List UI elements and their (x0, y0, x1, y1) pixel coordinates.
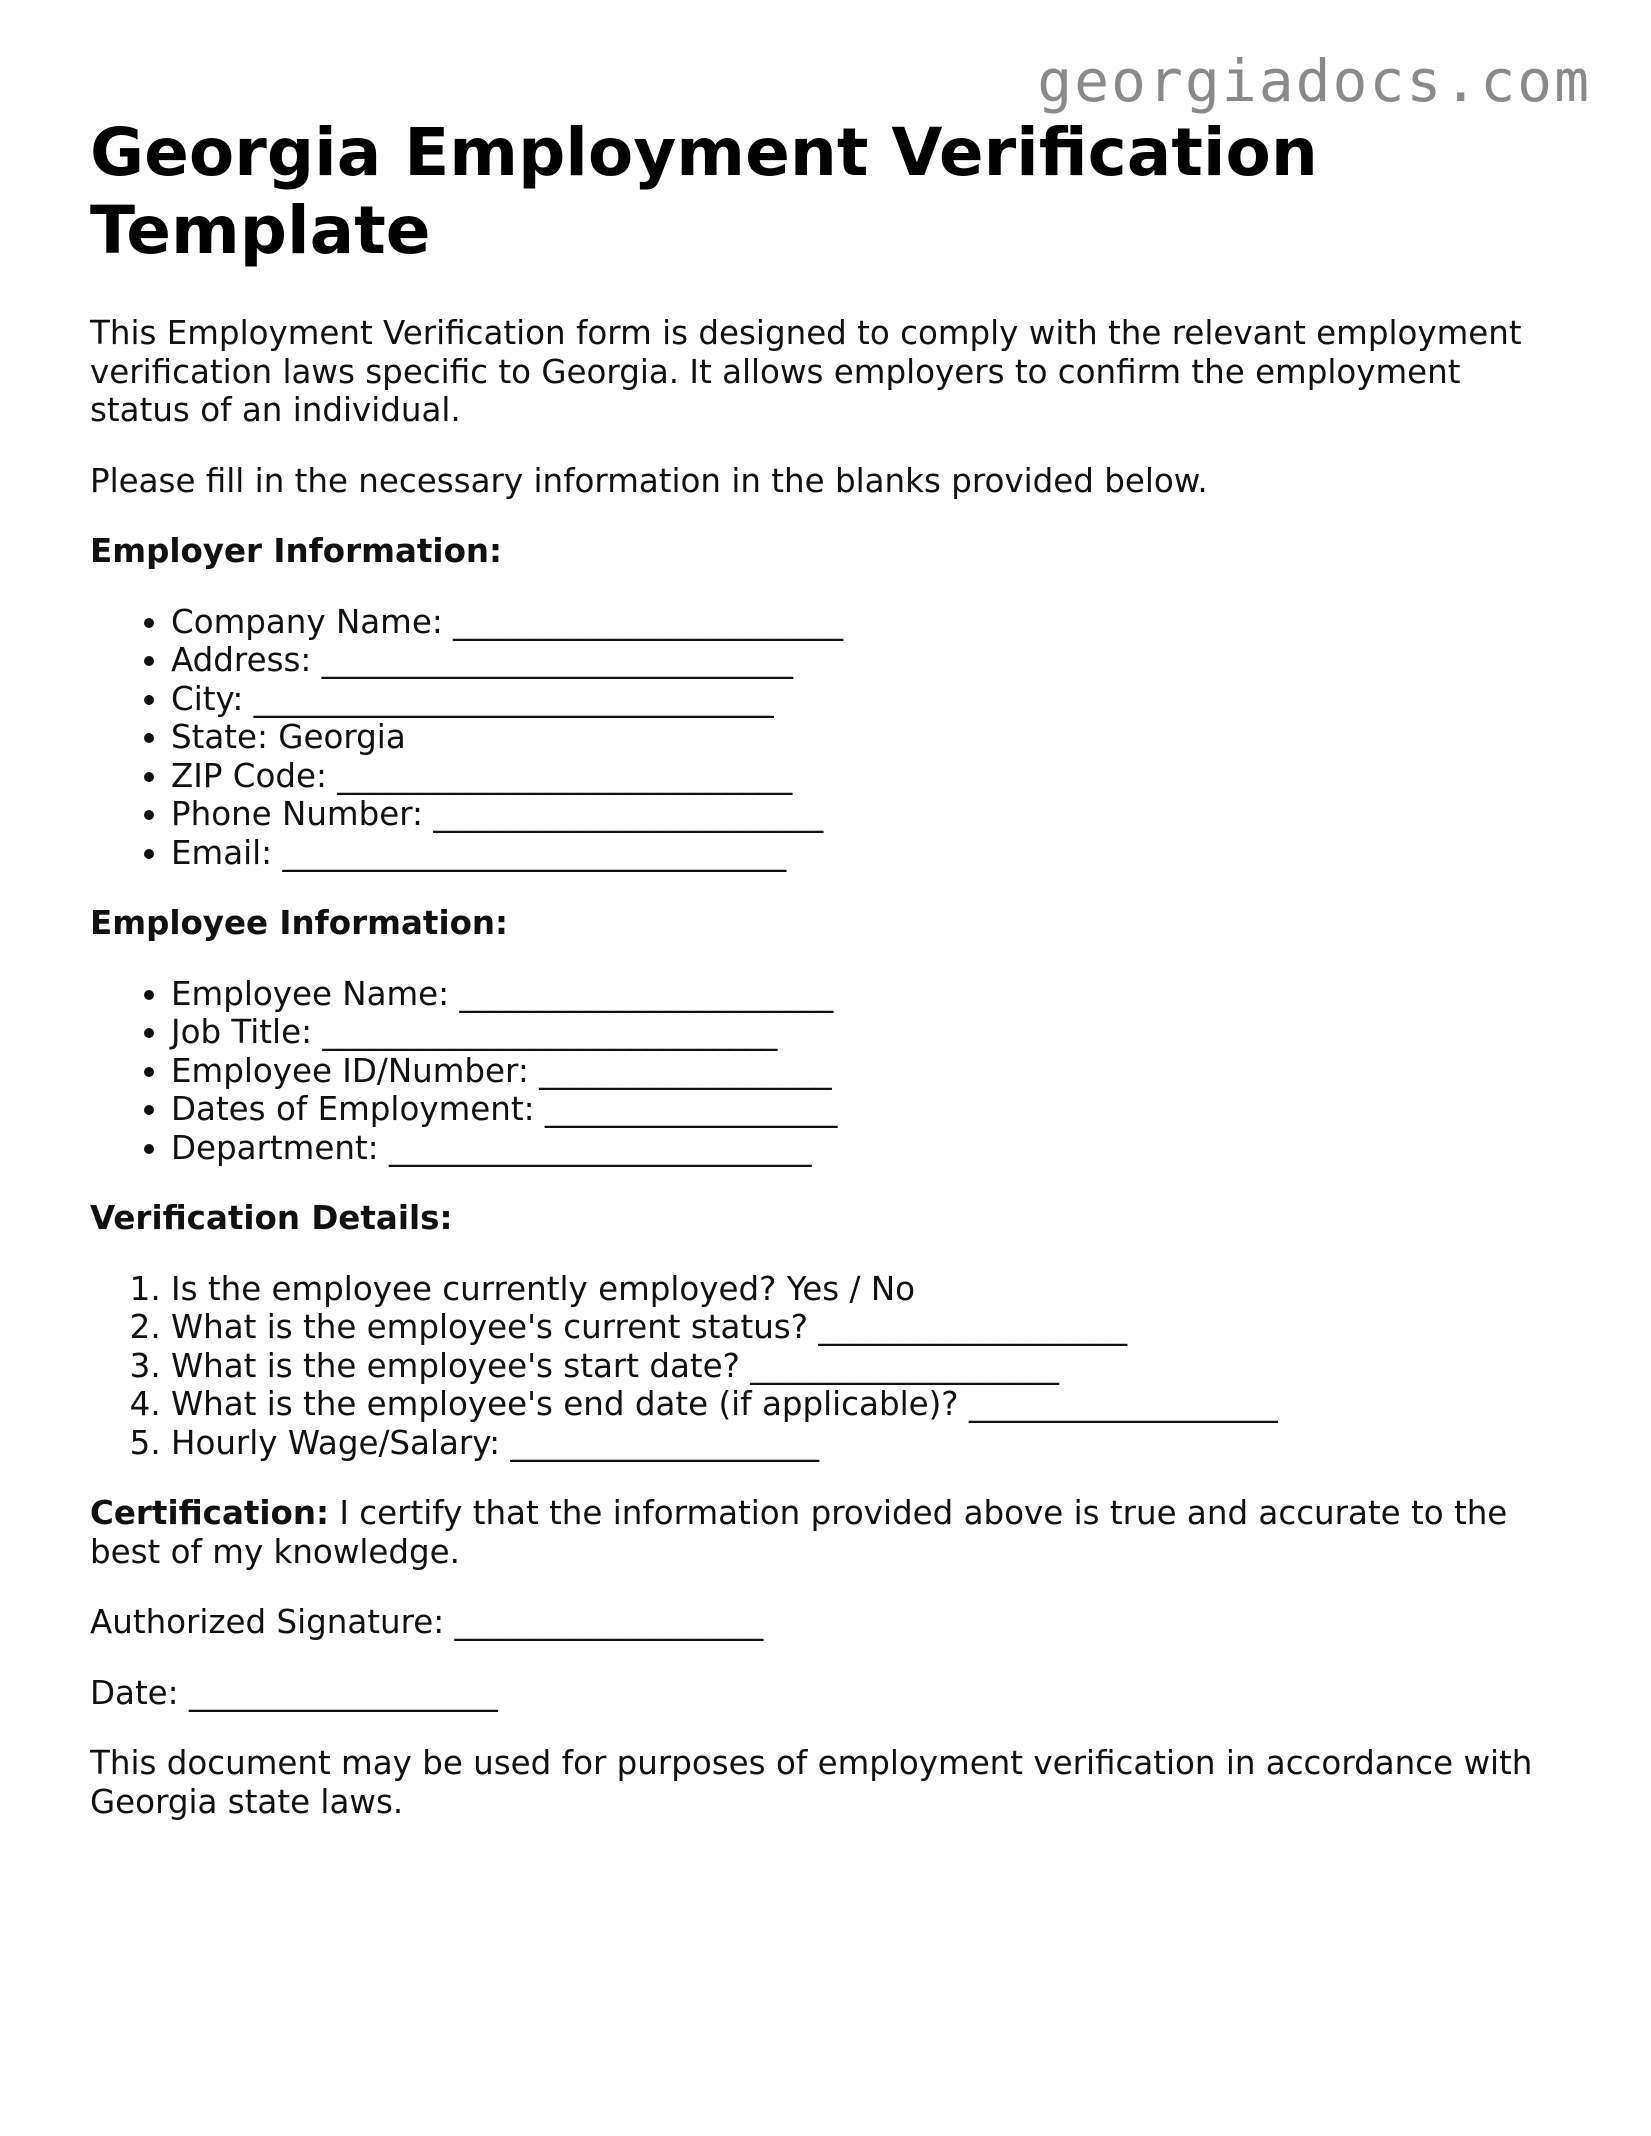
verification-section-heading: Verification Details: (90, 1199, 453, 1237)
employer-section-heading: Employer Information: (90, 532, 503, 570)
employer-email-field: • Email: _______________________________ (171, 834, 1570, 873)
watermark: georgiadocs.com (1037, 47, 1591, 115)
document-title: Georgia Employment Verification Template (90, 114, 1318, 269)
employer-city-field: • City: ________________________________ (171, 680, 1570, 719)
verification-current-status-item: 2. What is the employee's current status? ___________________ (171, 1308, 1570, 1347)
certification-text: I certify that the information provided above is true and accurate to the best of my knowledge. (90, 1494, 1508, 1571)
employee-info-list (90, 975, 1570, 1168)
employee-job-title-field: • Job Title: ____________________________ (171, 1013, 1570, 1052)
employee-name-field: • Employee Name: _______________________ (171, 975, 1570, 1014)
employer-info-list (90, 603, 1570, 873)
signature-line: Authorized Signature: ___________________ (90, 1603, 764, 1641)
verification-details-list (90, 1270, 1570, 1463)
employer-state-field: • State: Georgia (171, 718, 1570, 757)
employer-company-name-field: • Company Name: ________________________ (171, 603, 1570, 642)
document-body (90, 114, 1570, 1853)
employee-department-field: • Department: __________________________ (171, 1129, 1570, 1168)
instructions-paragraph: Please fill in the necessary information in the blanks provided below. (90, 461, 1208, 500)
certification-paragraph (90, 1494, 1570, 1571)
employer-zip-field: • ZIP Code: ____________________________ (171, 757, 1570, 796)
employer-address-field: • Address: _____________________________ (171, 641, 1570, 680)
verification-end-date-item: 4. What is the employee's end date (if applicable)? ___________________ (171, 1385, 1570, 1424)
employee-id-field: • Employee ID/Number: __________________ (171, 1052, 1570, 1091)
date-line: Date: ___________________ (90, 1673, 498, 1712)
certification-label: Certification: (90, 1494, 330, 1532)
employer-phone-field: • Phone Number: ________________________ (171, 795, 1570, 834)
verification-start-date-item: 3. What is the employee's start date? ___________________ (171, 1347, 1570, 1386)
employee-dates-field: • Dates of Employment: __________________ (171, 1090, 1570, 1129)
employee-section-heading: Employee Information: (90, 904, 509, 942)
verification-currently-employed-item: 1. Is the employee currently employed? Yes / No (171, 1270, 1570, 1309)
intro-paragraph: This Employment Verification form is designed to comply with the relevant employment verification laws specific to Georgia. It allows employers to confirm the employment status of an individual. (90, 314, 1522, 429)
footer-paragraph: This document may be used for purposes of employment verification in accordance with Georgia state laws. (90, 1744, 1533, 1821)
verification-wage-item: 5. Hourly Wage/Salary: ___________________ (171, 1424, 1570, 1463)
